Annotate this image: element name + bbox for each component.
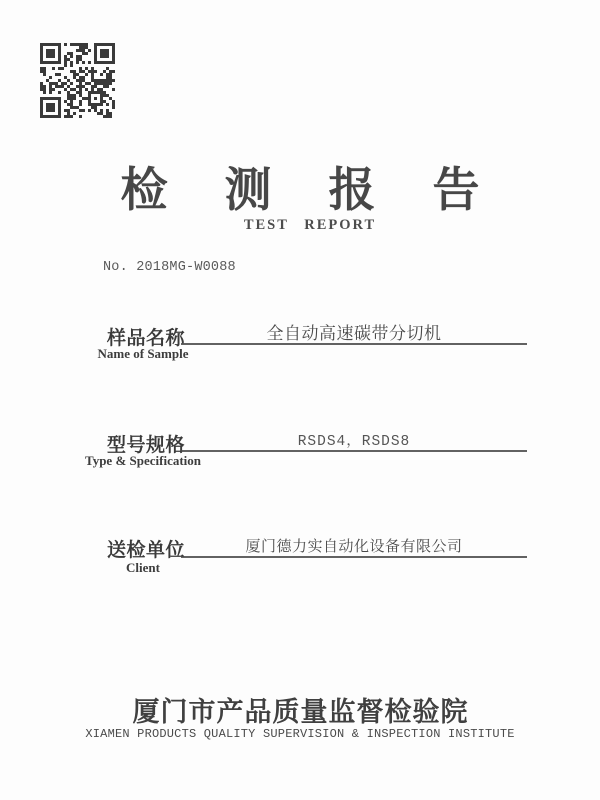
field-label-cn: 型号规格 — [107, 435, 186, 456]
report-number: No. 2018MG-W0088 — [103, 260, 236, 275]
field-underline — [181, 537, 527, 558]
report-title: 检测报告 — [120, 165, 537, 217]
field-label-cn: 样品名称 — [107, 328, 186, 349]
field-value: RSDS4，RSDS8 — [297, 434, 411, 450]
institute-name: 厦门市产品质量监督检验院 — [132, 697, 469, 727]
field-label-en: Name of Sample — [97, 346, 189, 361]
field-value: 全自动高速碳带分切机 — [266, 324, 442, 343]
field-label-en: Type & Specification — [84, 453, 202, 468]
field-label-en: Client — [126, 560, 160, 575]
qr-code-image — [40, 43, 115, 118]
field-underline — [181, 324, 527, 345]
field-label-cn: 送检单位 — [107, 540, 186, 561]
field-value: 厦门德力实自动化设备有限公司 — [245, 539, 463, 555]
report-subtitle: TEST REPORT — [243, 217, 377, 233]
institute-name-en: XIAMEN PRODUCTS QUALITY SUPERVISION & INSPECTION INSTITUTE — [85, 727, 515, 741]
field-underline — [181, 431, 527, 452]
